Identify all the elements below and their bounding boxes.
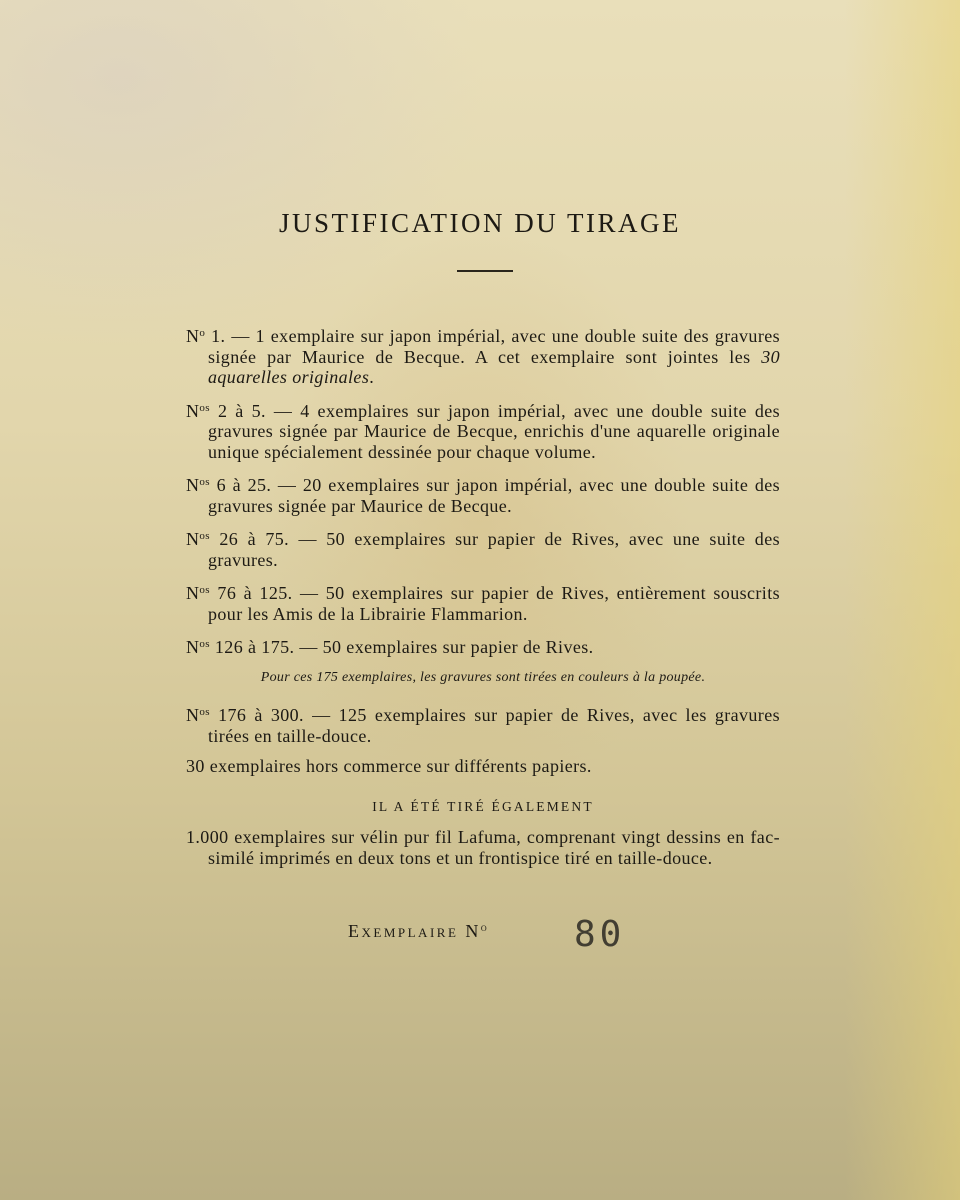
entry-text: — 50 exemplaires sur papier de Rives, entièrement souscrits pour les Amis de la Librairie Flammarion.: [208, 583, 781, 624]
hors-commerce-entry: 30 exemplaires hors commerce sur différents papiers.: [186, 756, 592, 776]
entry-prefix: N: [186, 400, 200, 421]
entry-sup: os: [199, 401, 210, 414]
entry-text: — 50 exemplaires sur papier de Rives, avec une suite des gravures.: [208, 529, 780, 570]
entry-text: — 4 exemplaires sur japon impérial, avec une double suite des gravures signée par Maurice de Becque, enrichis d'une aquarelle originale unique spécialement dessinée pour chaque volume.: [208, 400, 781, 462]
edition-entry-7: [186, 702, 780, 746]
entry-sup: os: [199, 638, 210, 650]
entry-sup: os: [199, 530, 210, 542]
entry-sup: o: [199, 327, 206, 339]
entry-prefix: N: [186, 475, 200, 495]
entry-text: — 125 exemplaires sur papier de Rives, avec les gravures tirées en taille-douce.: [208, 705, 780, 746]
entry-sup: os: [199, 584, 210, 596]
entry-number: 1.: [211, 326, 226, 346]
entry-text: — 20 exemplaires sur japon impérial, avec une double suite des gravures signée par Maurice de Becque.: [208, 475, 781, 516]
velin-entry: 1.000 exemplaires sur vélin pur fil Lafuma, comprenant vingt dessins en fac-similé imprimés en deux tons et un frontispice tiré en taille-douce.: [186, 827, 780, 868]
edition-entry-6: [186, 634, 780, 658]
entry-number: 176 à 300.: [218, 705, 304, 725]
entry-tail: .: [369, 367, 375, 387]
entry-prefix: N: [186, 529, 200, 549]
entry-sup: os: [199, 706, 210, 718]
entry-text: — 50 exemplaires sur papier de Rives.: [299, 637, 594, 657]
page-title: JUSTIFICATION DU TIRAGE: [278, 208, 681, 238]
entry-prefix: N: [186, 637, 200, 657]
print-run-list: [186, 323, 780, 878]
entry-sup: os: [199, 476, 210, 488]
entry-number: 126 à 175.: [214, 637, 295, 657]
edition-entry-3: [186, 472, 780, 516]
title-divider: [457, 270, 513, 272]
entry-italic: 30 aquarelles originales: [208, 346, 780, 387]
entry-number: 26 à 75.: [219, 529, 290, 549]
entry-number: 2 à 5.: [217, 400, 266, 421]
entry-number: 76 à 125.: [217, 583, 293, 603]
copy-label-sup: o: [480, 920, 490, 934]
edition-entry-4: [186, 526, 780, 570]
entry-number: 6 à 25.: [216, 475, 272, 495]
copy-label-text: Exemplaire N: [348, 921, 481, 941]
also-printed-subheading: IL A ÉTÉ TIRÉ ÉGALEMENT: [372, 798, 594, 814]
entry-prefix: N: [186, 583, 200, 603]
entry-prefix: N: [186, 705, 200, 725]
stamped-copy-number: 80: [574, 914, 626, 955]
edition-entry-2: [186, 398, 780, 463]
color-printing-note: Pour ces 175 exemplaires, les gravures sont tirées en couleurs à la poupée.: [260, 669, 706, 685]
edition-entry-1: [186, 323, 780, 388]
edition-entry-5: [186, 580, 780, 624]
entry-prefix: N: [186, 326, 200, 346]
copy-number-label: [348, 920, 489, 942]
entry-text: — 1 exemplaire sur japon impérial, avec une double suite des gravures signée par Maurice de Becque. A cet exemplaire sont jointes les: [208, 326, 781, 367]
